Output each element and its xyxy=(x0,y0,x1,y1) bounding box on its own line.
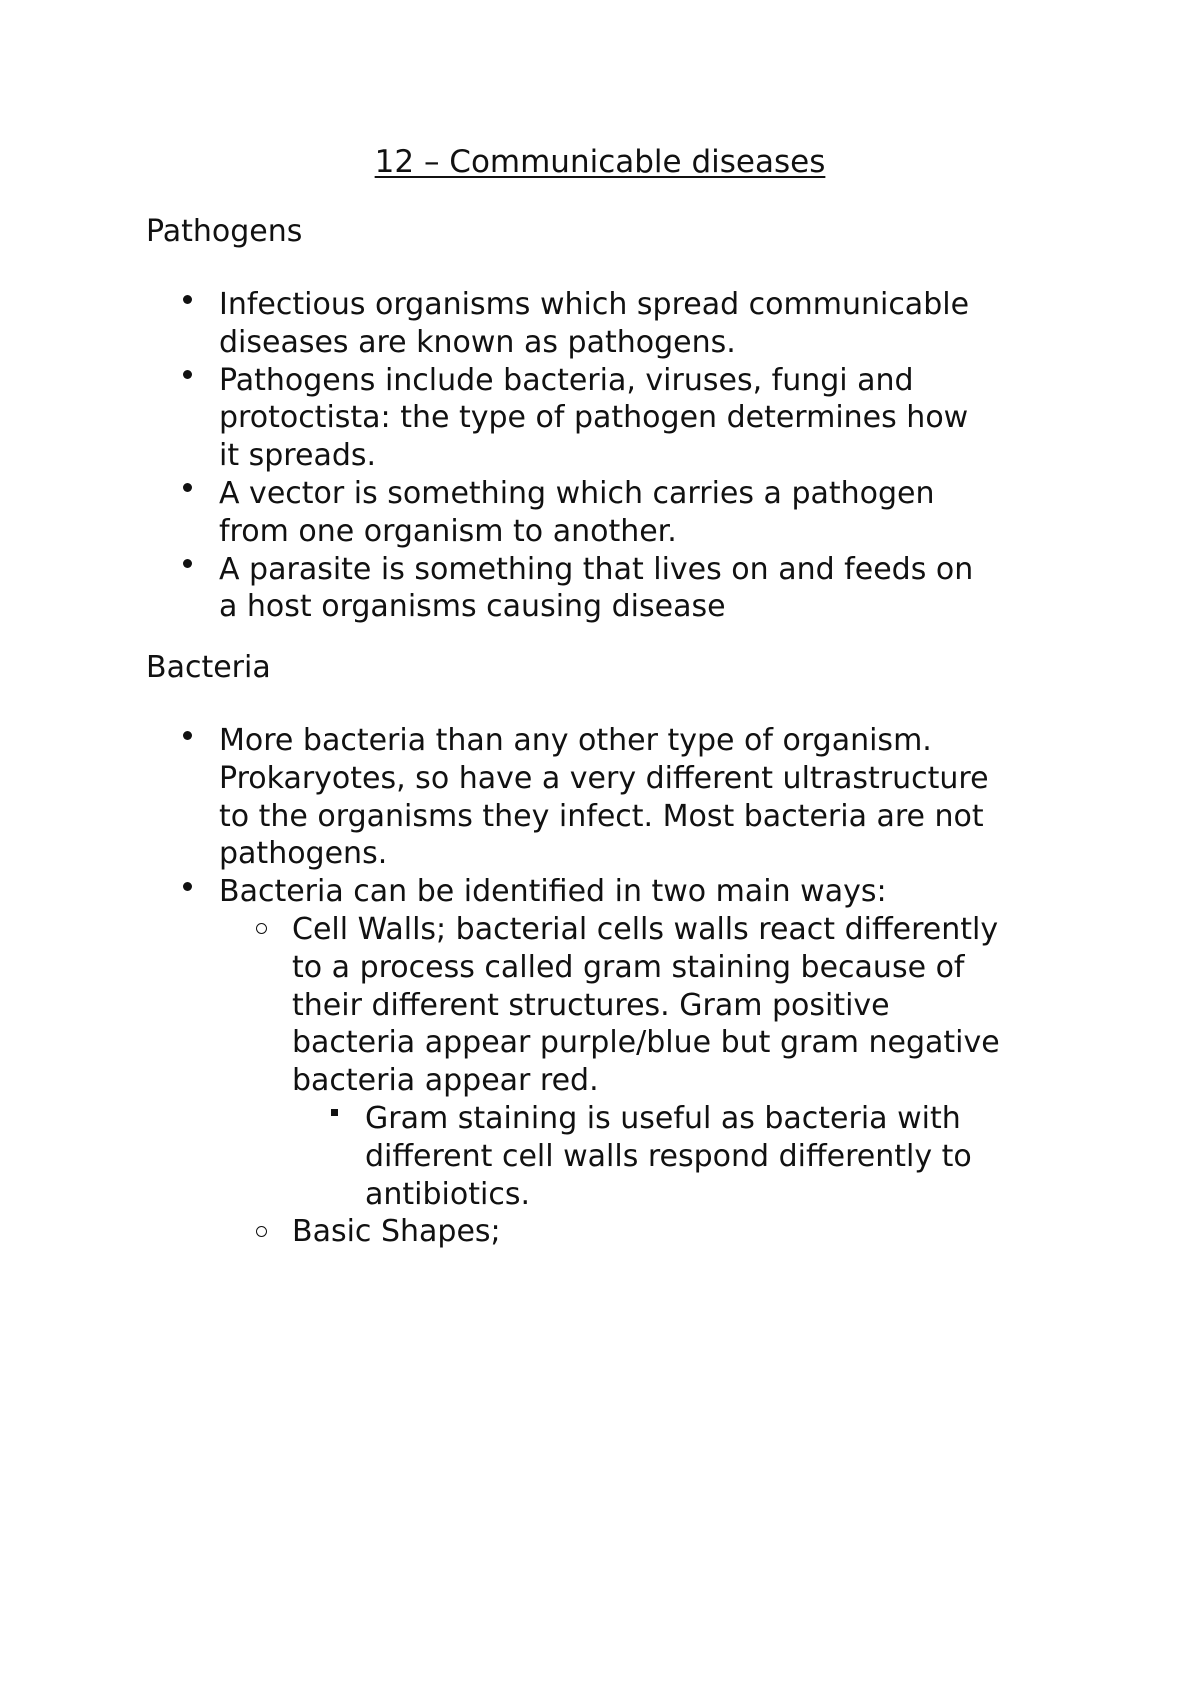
list-item: A parasite is something that lives on and feeds on a host organisms causing disease xyxy=(0,551,1069,627)
list-item: A vector is something which carries a pathogen from one organism to another. xyxy=(0,475,1069,551)
bullet-dot-icon xyxy=(183,722,192,760)
sub-sub-list-item: Gram staining is useful as bacteria with different cell walls respond differently to antibiotics. xyxy=(0,1100,1075,1213)
list-item: Pathogens include bacteria, viruses, fungi and protoctista: the type of pathogen determines how it spreads. xyxy=(0,362,1069,475)
section-heading-bacteria: Bacteria xyxy=(146,650,271,685)
sub-list-item: Basic Shapes; xyxy=(0,1213,1072,1251)
list-item: Bacteria can be identified in two main ways: xyxy=(0,873,1069,911)
pathogens-list xyxy=(0,286,1200,626)
sub-list-item: Cell Walls; bacterial cells walls react differently to a process called gram staining because of their different structures. Gram positive bacteria appear purple/blue but gram negative bacteria appear red. xyxy=(0,911,1072,1100)
bullet-dot-icon xyxy=(183,475,192,513)
list-item: Infectious organisms which spread communicable diseases are known as pathogens. xyxy=(0,286,1069,362)
bullet-dot-icon xyxy=(183,286,192,324)
bullet-dot-icon xyxy=(183,362,192,400)
bullet-square-icon xyxy=(331,1100,338,1138)
list-item: More bacteria than any other type of organism. Prokaryotes, so have a very different ultrastructure to the organisms they infect. Most bacteria are not pathogens. xyxy=(0,722,1069,873)
bacteria-list xyxy=(0,722,1200,1251)
document-title-text: 12 – Communicable diseases xyxy=(374,144,826,180)
bullet-dot-icon xyxy=(183,873,192,911)
bullet-circle-icon xyxy=(256,911,267,949)
bullet-circle-icon xyxy=(256,1213,267,1251)
section-heading-pathogens: Pathogens xyxy=(146,214,303,249)
document-title xyxy=(0,143,1200,181)
bullet-dot-icon xyxy=(183,551,192,589)
